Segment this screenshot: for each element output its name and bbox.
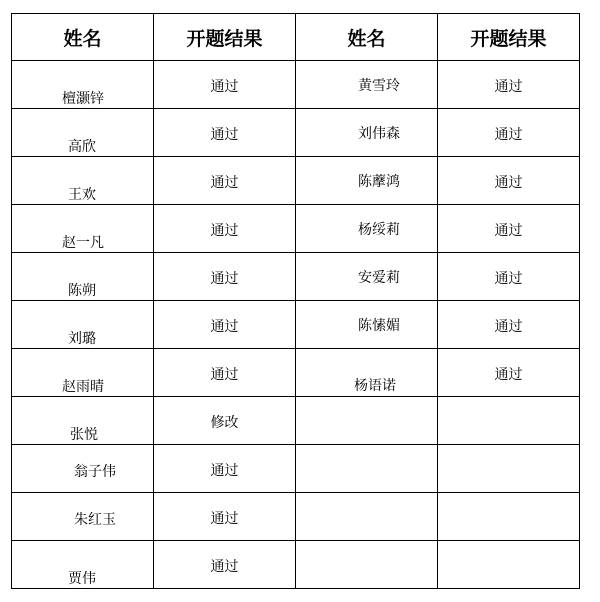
result-cell [438,301,580,349]
name-cell [296,493,438,541]
table-row [12,445,580,493]
name-cell [296,253,438,301]
result-cell [154,61,296,109]
result-cell [438,61,580,109]
proposal-result: 通过 [210,367,239,383]
result-cell [438,397,580,445]
student-name: 高欣 [68,139,96,155]
header-row [12,14,580,61]
result-cell [438,445,580,493]
result-cell [438,493,580,541]
student-name: 张悦 [70,427,98,443]
result-cell [154,157,296,205]
result-cell [154,253,296,301]
table-row [12,493,580,541]
student-name: 安爱莉 [358,270,400,286]
proposal-result: 通过 [210,511,239,527]
name-cell [12,253,154,301]
table-row [12,253,580,301]
name-cell [296,301,438,349]
result-cell [154,541,296,589]
name-cell [296,109,438,157]
table-row [12,109,580,157]
student-name: 赵一凡 [62,235,104,251]
name-cell [296,61,438,109]
proposal-result: 修改 [210,415,239,431]
name-cell [296,349,438,397]
proposal-result: 通过 [210,127,239,143]
name-column-header: 姓名 [12,14,154,61]
name-cell [12,109,154,157]
table-row [12,349,580,397]
result-cell [154,493,296,541]
name-column-header: 姓名 [296,14,438,61]
name-cell [12,541,154,589]
proposal-result: 通过 [210,559,239,575]
student-name: 杨语诺 [354,378,396,394]
name-cell [12,61,154,109]
student-name: 刘璐 [68,331,96,347]
result-column-header: 开题结果 [438,14,580,61]
proposal-result: 通过 [210,175,239,191]
result-cell [438,253,580,301]
proposal-result: 通过 [494,127,523,143]
name-cell [296,541,438,589]
proposal-result: 通过 [494,79,523,95]
proposal-result: 通过 [210,79,239,95]
name-cell [296,205,438,253]
student-name: 黄雪玲 [358,78,400,94]
table-row [12,61,580,109]
result-cell [154,109,296,157]
student-name: 翁子伟 [74,464,116,480]
result-cell [438,541,580,589]
result-cell [154,397,296,445]
student-name: 朱红玉 [74,512,116,528]
student-name: 檀灏锌 [62,91,104,107]
result-cell [154,445,296,493]
result-column-header: 开题结果 [154,14,296,61]
name-cell [296,157,438,205]
student-name: 陈愫媚 [358,318,400,334]
result-cell [438,157,580,205]
proposal-result: 通过 [494,223,523,239]
name-cell [296,445,438,493]
name-cell [296,397,438,445]
result-cell [438,109,580,157]
table-row [12,205,580,253]
student-name: 王欢 [68,187,96,203]
result-cell [438,205,580,253]
result-cell [154,349,296,397]
proposal-result: 通过 [494,319,523,335]
table-row [12,157,580,205]
name-cell [12,493,154,541]
thesis-proposal-results-table [11,13,580,589]
table-row [12,541,580,589]
student-name: 杨绥莉 [358,222,400,238]
proposal-result: 通过 [494,271,523,287]
name-cell [12,157,154,205]
proposal-result: 通过 [210,319,239,335]
result-cell [438,349,580,397]
student-name: 刘伟森 [358,126,400,142]
proposal-result: 通过 [210,463,239,479]
name-cell [12,445,154,493]
student-name: 陈藦鸿 [358,174,400,190]
table-row [12,301,580,349]
name-cell [12,301,154,349]
table-row [12,397,580,445]
proposal-result: 通过 [210,223,239,239]
proposal-result: 通过 [494,367,523,383]
student-name: 贾伟 [68,571,96,587]
student-name: 陈朔 [68,283,96,299]
name-cell [12,205,154,253]
proposal-result: 通过 [210,271,239,287]
result-cell [154,205,296,253]
name-cell [12,349,154,397]
name-cell [12,397,154,445]
proposal-result: 通过 [494,175,523,191]
result-cell [154,301,296,349]
student-name: 赵雨晴 [62,379,104,395]
